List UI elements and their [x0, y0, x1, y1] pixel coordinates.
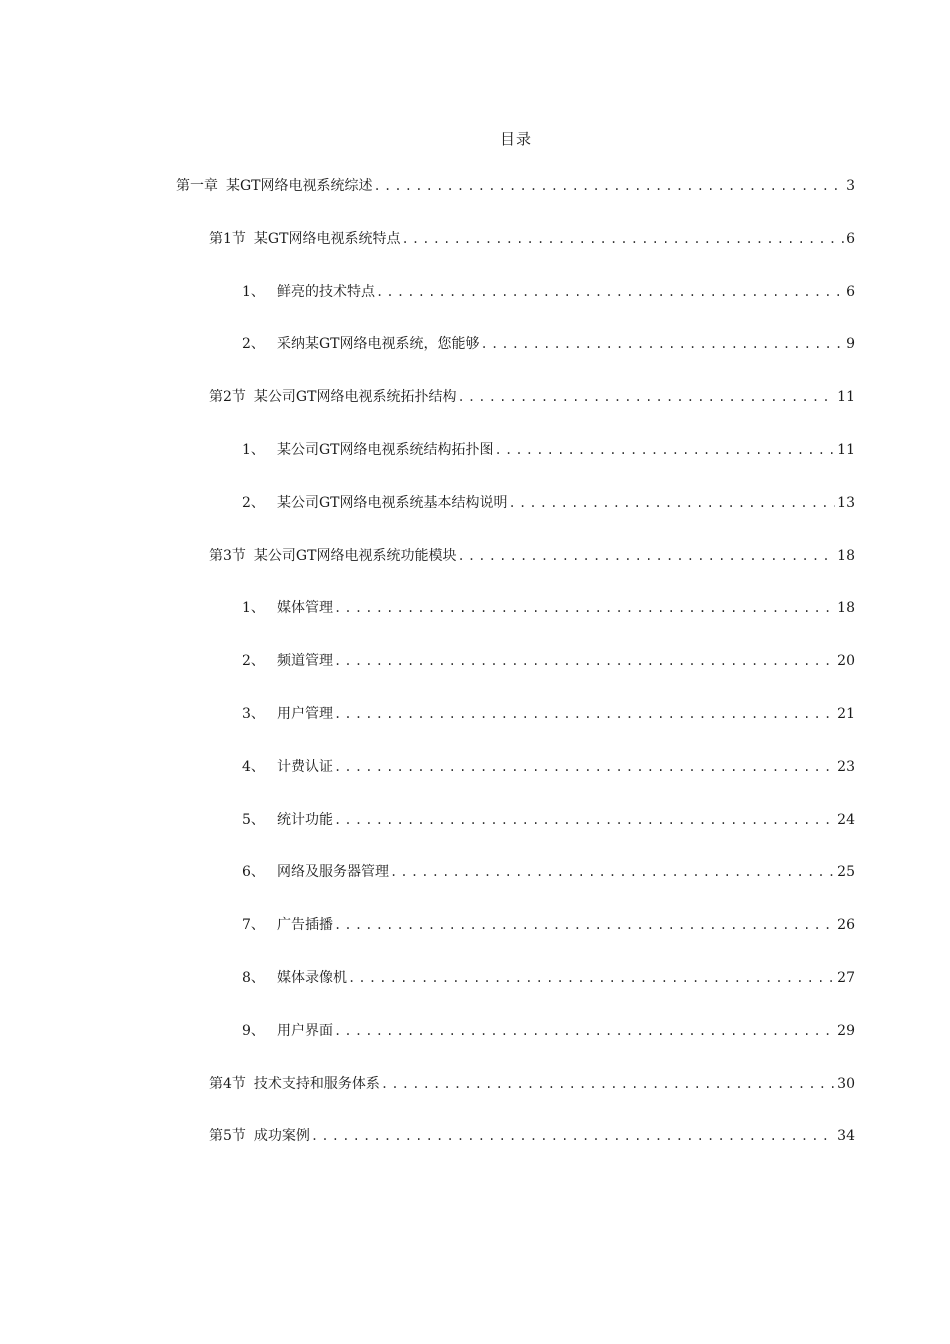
dot-leader [457, 387, 835, 407]
toc-entry[interactable] [0, 176, 950, 229]
toc-entry-page-number: 30 [837, 1075, 855, 1092]
toc-entry-text: 用户管理 [277, 705, 333, 722]
toc-entry[interactable] [0, 493, 950, 546]
toc-entry-number: 9、 [242, 1022, 265, 1039]
dot-leader [311, 1126, 835, 1146]
toc-entry-text: 某GT网络电视系统特点 [253, 230, 401, 247]
dot-leader [334, 915, 835, 935]
toc-entry-row [242, 915, 855, 935]
toc-entry-row [209, 1126, 855, 1146]
toc-entry[interactable] [0, 1021, 950, 1074]
toc-entry[interactable] [0, 1074, 950, 1127]
toc-entry-number: 6、 [242, 864, 265, 881]
toc-entry-page-number: 27 [837, 969, 855, 986]
toc-entry-row [242, 651, 855, 671]
toc-entry-page-number: 3 [846, 178, 855, 194]
toc-entry-row [176, 176, 855, 196]
toc-entry-row [209, 546, 855, 566]
toc-entry-text: 计费认证 [277, 758, 333, 775]
toc-entry-number: 第3节 [209, 547, 246, 564]
toc-entry-page-number: 6 [846, 230, 855, 247]
toc-entry-page-number: 29 [837, 1022, 855, 1039]
toc-entry-row [242, 598, 855, 618]
dot-leader [348, 968, 835, 988]
dot-leader [457, 546, 835, 566]
toc-entry-row [209, 229, 855, 249]
toc-entry[interactable] [0, 229, 950, 282]
toc-entry-text: 采纳某GT网络电视系统，您能够 [277, 336, 480, 353]
toc-entry[interactable] [0, 757, 950, 810]
toc-entry-row [242, 862, 855, 882]
toc-entry-row [242, 757, 855, 777]
dot-leader [334, 651, 835, 671]
toc-entry-page-number: 11 [837, 389, 855, 406]
toc-entry-row [242, 1021, 855, 1041]
toc-entry-number: 第一章 [176, 178, 218, 194]
dot-leader [334, 810, 835, 830]
toc-entry-row [242, 810, 855, 830]
toc-entry-row [242, 704, 855, 724]
toc-entry-page-number: 23 [837, 758, 855, 775]
dot-leader [334, 704, 835, 724]
toc-entry-text: 频道管理 [277, 653, 333, 670]
dot-leader [481, 334, 845, 354]
toc-entry-number: 第2节 [209, 389, 246, 406]
dot-leader [401, 229, 844, 249]
toc-entry-text: 某公司GT网络电视系统拓扑结构 [253, 389, 457, 406]
toc-entry[interactable] [0, 598, 950, 651]
toc-entry-page-number: 13 [837, 494, 855, 511]
toc-entry-number: 第5节 [209, 1128, 246, 1145]
dot-leader [376, 282, 844, 302]
toc-entry[interactable] [0, 810, 950, 863]
toc-entry-page-number: 18 [837, 600, 855, 617]
toc-entry-number: 第1节 [209, 230, 246, 247]
toc-entry-text: 鲜亮的技术特点 [277, 283, 375, 300]
toc-entry[interactable] [0, 546, 950, 599]
dot-leader [334, 598, 835, 618]
toc-entry-row [242, 282, 855, 302]
dot-leader [334, 1021, 835, 1041]
toc-entry-number: 3、 [242, 705, 265, 722]
toc-entry-page-number: 24 [837, 811, 855, 828]
toc-entry[interactable] [0, 334, 950, 387]
toc-entry-row [242, 334, 855, 354]
toc-entry-text: 成功案例 [253, 1128, 310, 1145]
toc-entry-row [209, 387, 855, 407]
toc-entry-text: 媒体管理 [277, 600, 333, 617]
toc-entry[interactable] [0, 704, 950, 757]
toc-entry-number: 8、 [242, 969, 265, 986]
toc-entry-text: 广告插播 [277, 917, 333, 934]
toc-entry-number: 1、 [242, 441, 265, 458]
toc-entry[interactable] [0, 862, 950, 915]
toc-entry-page-number: 34 [837, 1128, 855, 1145]
toc-entry[interactable] [0, 387, 950, 440]
toc-title: 目录 [499, 130, 532, 148]
toc-entry-page-number: 9 [846, 336, 855, 353]
toc-entry[interactable] [0, 440, 950, 493]
toc-list [0, 176, 950, 1179]
toc-entry-number: 2、 [242, 336, 265, 353]
toc-entry[interactable] [0, 651, 950, 704]
toc-entry-number: 1、 [242, 283, 265, 300]
toc-entry-text: 统计功能 [277, 811, 333, 828]
toc-entry-text: 某公司GT网络电视系统基本结构说明 [277, 494, 508, 511]
toc-entry-text: 网络及服务器管理 [277, 864, 389, 881]
toc-entry-text: 某公司GT网络电视系统结构拓扑图 [277, 441, 494, 458]
dot-leader [374, 176, 845, 196]
toc-entry-page-number: 21 [837, 705, 855, 722]
dot-leader [381, 1074, 835, 1094]
toc-entry-text: 技术支持和服务体系 [253, 1075, 380, 1092]
toc-entry-number: 4、 [242, 758, 265, 775]
toc-entry-page-number: 6 [846, 283, 855, 300]
toc-entry-text: 用户界面 [277, 1022, 333, 1039]
toc-entry-row [242, 493, 855, 513]
toc-entry-page-number: 20 [837, 653, 855, 670]
toc-entry-text: 某公司GT网络电视系统功能模块 [253, 547, 457, 564]
toc-entry-page-number: 11 [837, 441, 855, 458]
dot-leader [495, 440, 836, 460]
toc-entry-page-number: 25 [837, 864, 855, 881]
toc-entry-row [242, 968, 855, 988]
toc-entry[interactable] [0, 968, 950, 1021]
dot-leader [334, 757, 835, 777]
toc-entry-row [242, 440, 855, 460]
toc-entry-page-number: 18 [837, 547, 855, 564]
toc-entry-row [209, 1074, 855, 1094]
toc-entry-number: 2、 [242, 494, 265, 511]
toc-entry-number: 1、 [242, 600, 265, 617]
toc-entry-number: 第4节 [209, 1075, 246, 1092]
toc-entry[interactable] [0, 1126, 950, 1179]
toc-entry[interactable] [0, 915, 950, 968]
toc-entry-page-number: 26 [837, 917, 855, 934]
dot-leader [509, 493, 836, 513]
toc-entry-number: 7、 [242, 917, 265, 934]
toc-entry-number: 2、 [242, 653, 265, 670]
toc-entry-number: 5、 [242, 811, 265, 828]
toc-entry-text: 某GT网络电视系统综述 [226, 178, 373, 194]
dot-leader [390, 862, 835, 882]
toc-entry-text: 媒体录像机 [277, 969, 347, 986]
toc-entry[interactable] [0, 282, 950, 335]
